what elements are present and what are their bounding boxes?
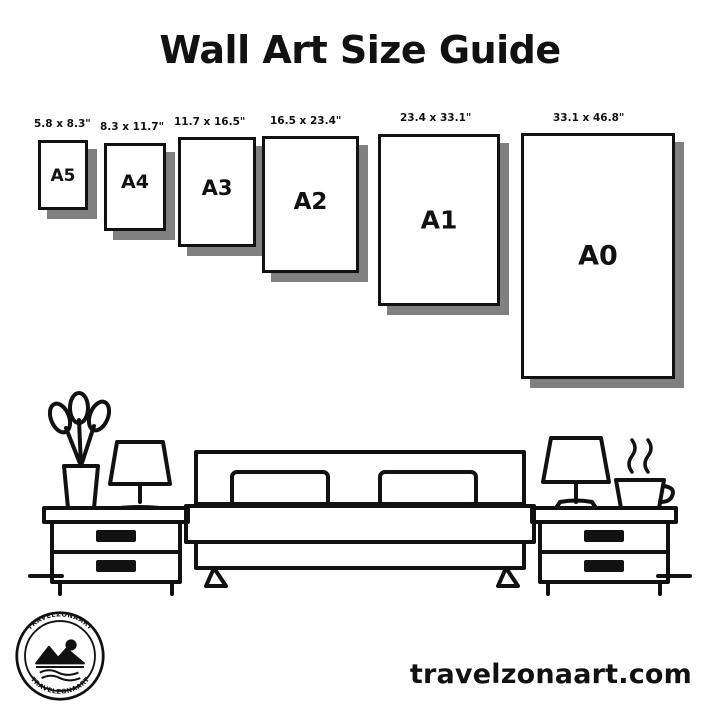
brand-logo[interactable] [14,610,106,702]
size-label-a2: 16.5 x 23.4" [270,115,342,127]
page-title: Wall Art Size Guide [159,28,561,72]
frame-a1-label: A1 [420,205,458,235]
coffee-mug [616,440,673,508]
bed [186,452,534,586]
left-lamp [110,442,170,508]
size-label-a5: 5.8 x 8.3" [34,118,91,130]
bedroom-illustration [0,380,720,610]
frame-a3[interactable] [178,137,256,247]
frame-a5[interactable] [38,140,88,210]
size-label-a1: 23.4 x 33.1" [400,112,472,124]
frame-a2[interactable] [262,136,359,273]
size-label-a0: 33.1 x 46.8" [553,112,625,124]
right-lamp [543,438,609,508]
flower-vase [46,393,113,508]
frame-a5-label: A5 [50,166,76,187]
frame-a4-label: A4 [121,171,149,194]
size-label-a4: 8.3 x 11.7" [100,121,165,133]
frame-a0[interactable] [521,133,675,379]
frame-a4[interactable] [104,143,166,231]
left-nightstand [44,508,188,594]
logo-text-bottom: TRAVELZONAART [28,675,92,696]
frame-a2-label: A2 [293,188,328,215]
logo-text-top: TRAVELZONAART [25,610,95,632]
site-url[interactable]: travelzonaart.com [409,659,692,690]
frame-a1[interactable] [378,134,500,306]
right-nightstand [532,508,676,594]
size-label-a3: 11.7 x 16.5" [174,116,246,128]
frame-a0-label: A0 [578,240,618,272]
frame-a3-label: A3 [201,175,233,200]
